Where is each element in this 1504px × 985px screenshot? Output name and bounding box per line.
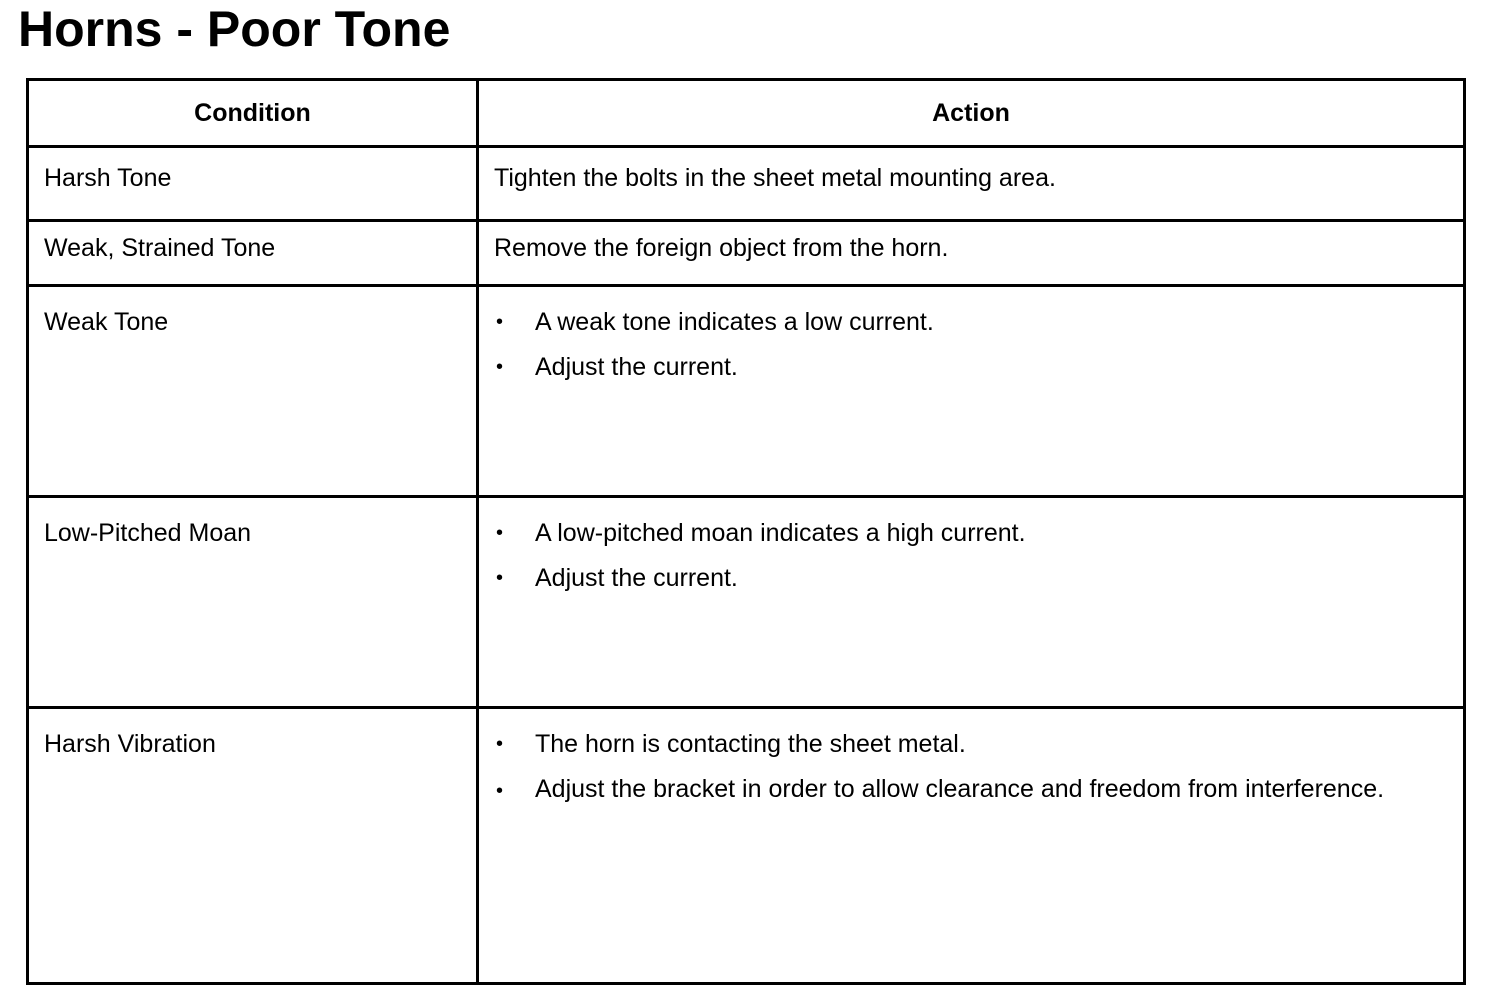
action-cell [478, 708, 1465, 984]
list-item [494, 511, 1449, 556]
bullet-text: A weak tone indicates a low current. [535, 308, 934, 336]
condition-cell: Weak, Strained Tone [28, 221, 478, 286]
action-cell [478, 497, 1465, 708]
bullet-icon: • [496, 311, 504, 333]
bullet-icon: • [496, 522, 504, 544]
bullet-icon: • [496, 733, 504, 755]
bullet-icon: • [496, 356, 504, 378]
list-item [494, 345, 1449, 390]
bullet-text: A low-pitched moan indicates a high current. [535, 519, 1026, 547]
list-item [494, 556, 1449, 601]
action-cell [478, 286, 1465, 497]
list-item [494, 722, 1449, 767]
action-cell: Remove the foreign object from the horn. [478, 221, 1465, 286]
troubleshooting-table [26, 78, 1466, 985]
condition-cell: Harsh Tone [28, 147, 478, 221]
condition-cell: Weak Tone [28, 286, 478, 497]
table-row [28, 497, 1465, 708]
condition-cell: Low-Pitched Moan [28, 497, 478, 708]
bullet-icon: • [496, 780, 504, 802]
table-row [28, 147, 1465, 221]
bullet-icon: • [496, 567, 504, 589]
action-bullet-list [494, 511, 1449, 601]
table-row [28, 221, 1465, 286]
page-title: Horns - Poor Tone [18, 1, 451, 57]
bullet-text: The horn is contacting the sheet metal. [535, 730, 966, 758]
action-cell: Tighten the bolts in the sheet metal mounting area. [478, 147, 1465, 221]
table-row [28, 708, 1465, 984]
list-item [494, 767, 1449, 814]
column-header-action: Action [478, 80, 1465, 147]
column-header-condition: Condition [28, 80, 478, 147]
bullet-text: Adjust the current. [535, 564, 738, 592]
condition-cell: Harsh Vibration [28, 708, 478, 984]
bullet-text: Adjust the bracket in order to allow clearance and freedom from interference. [535, 775, 1385, 803]
bullet-text: Adjust the current. [535, 353, 738, 381]
table-row [28, 286, 1465, 497]
action-bullet-list [494, 300, 1449, 390]
list-item [494, 300, 1449, 345]
table-header-row [28, 80, 1465, 147]
action-bullet-list [494, 722, 1449, 814]
